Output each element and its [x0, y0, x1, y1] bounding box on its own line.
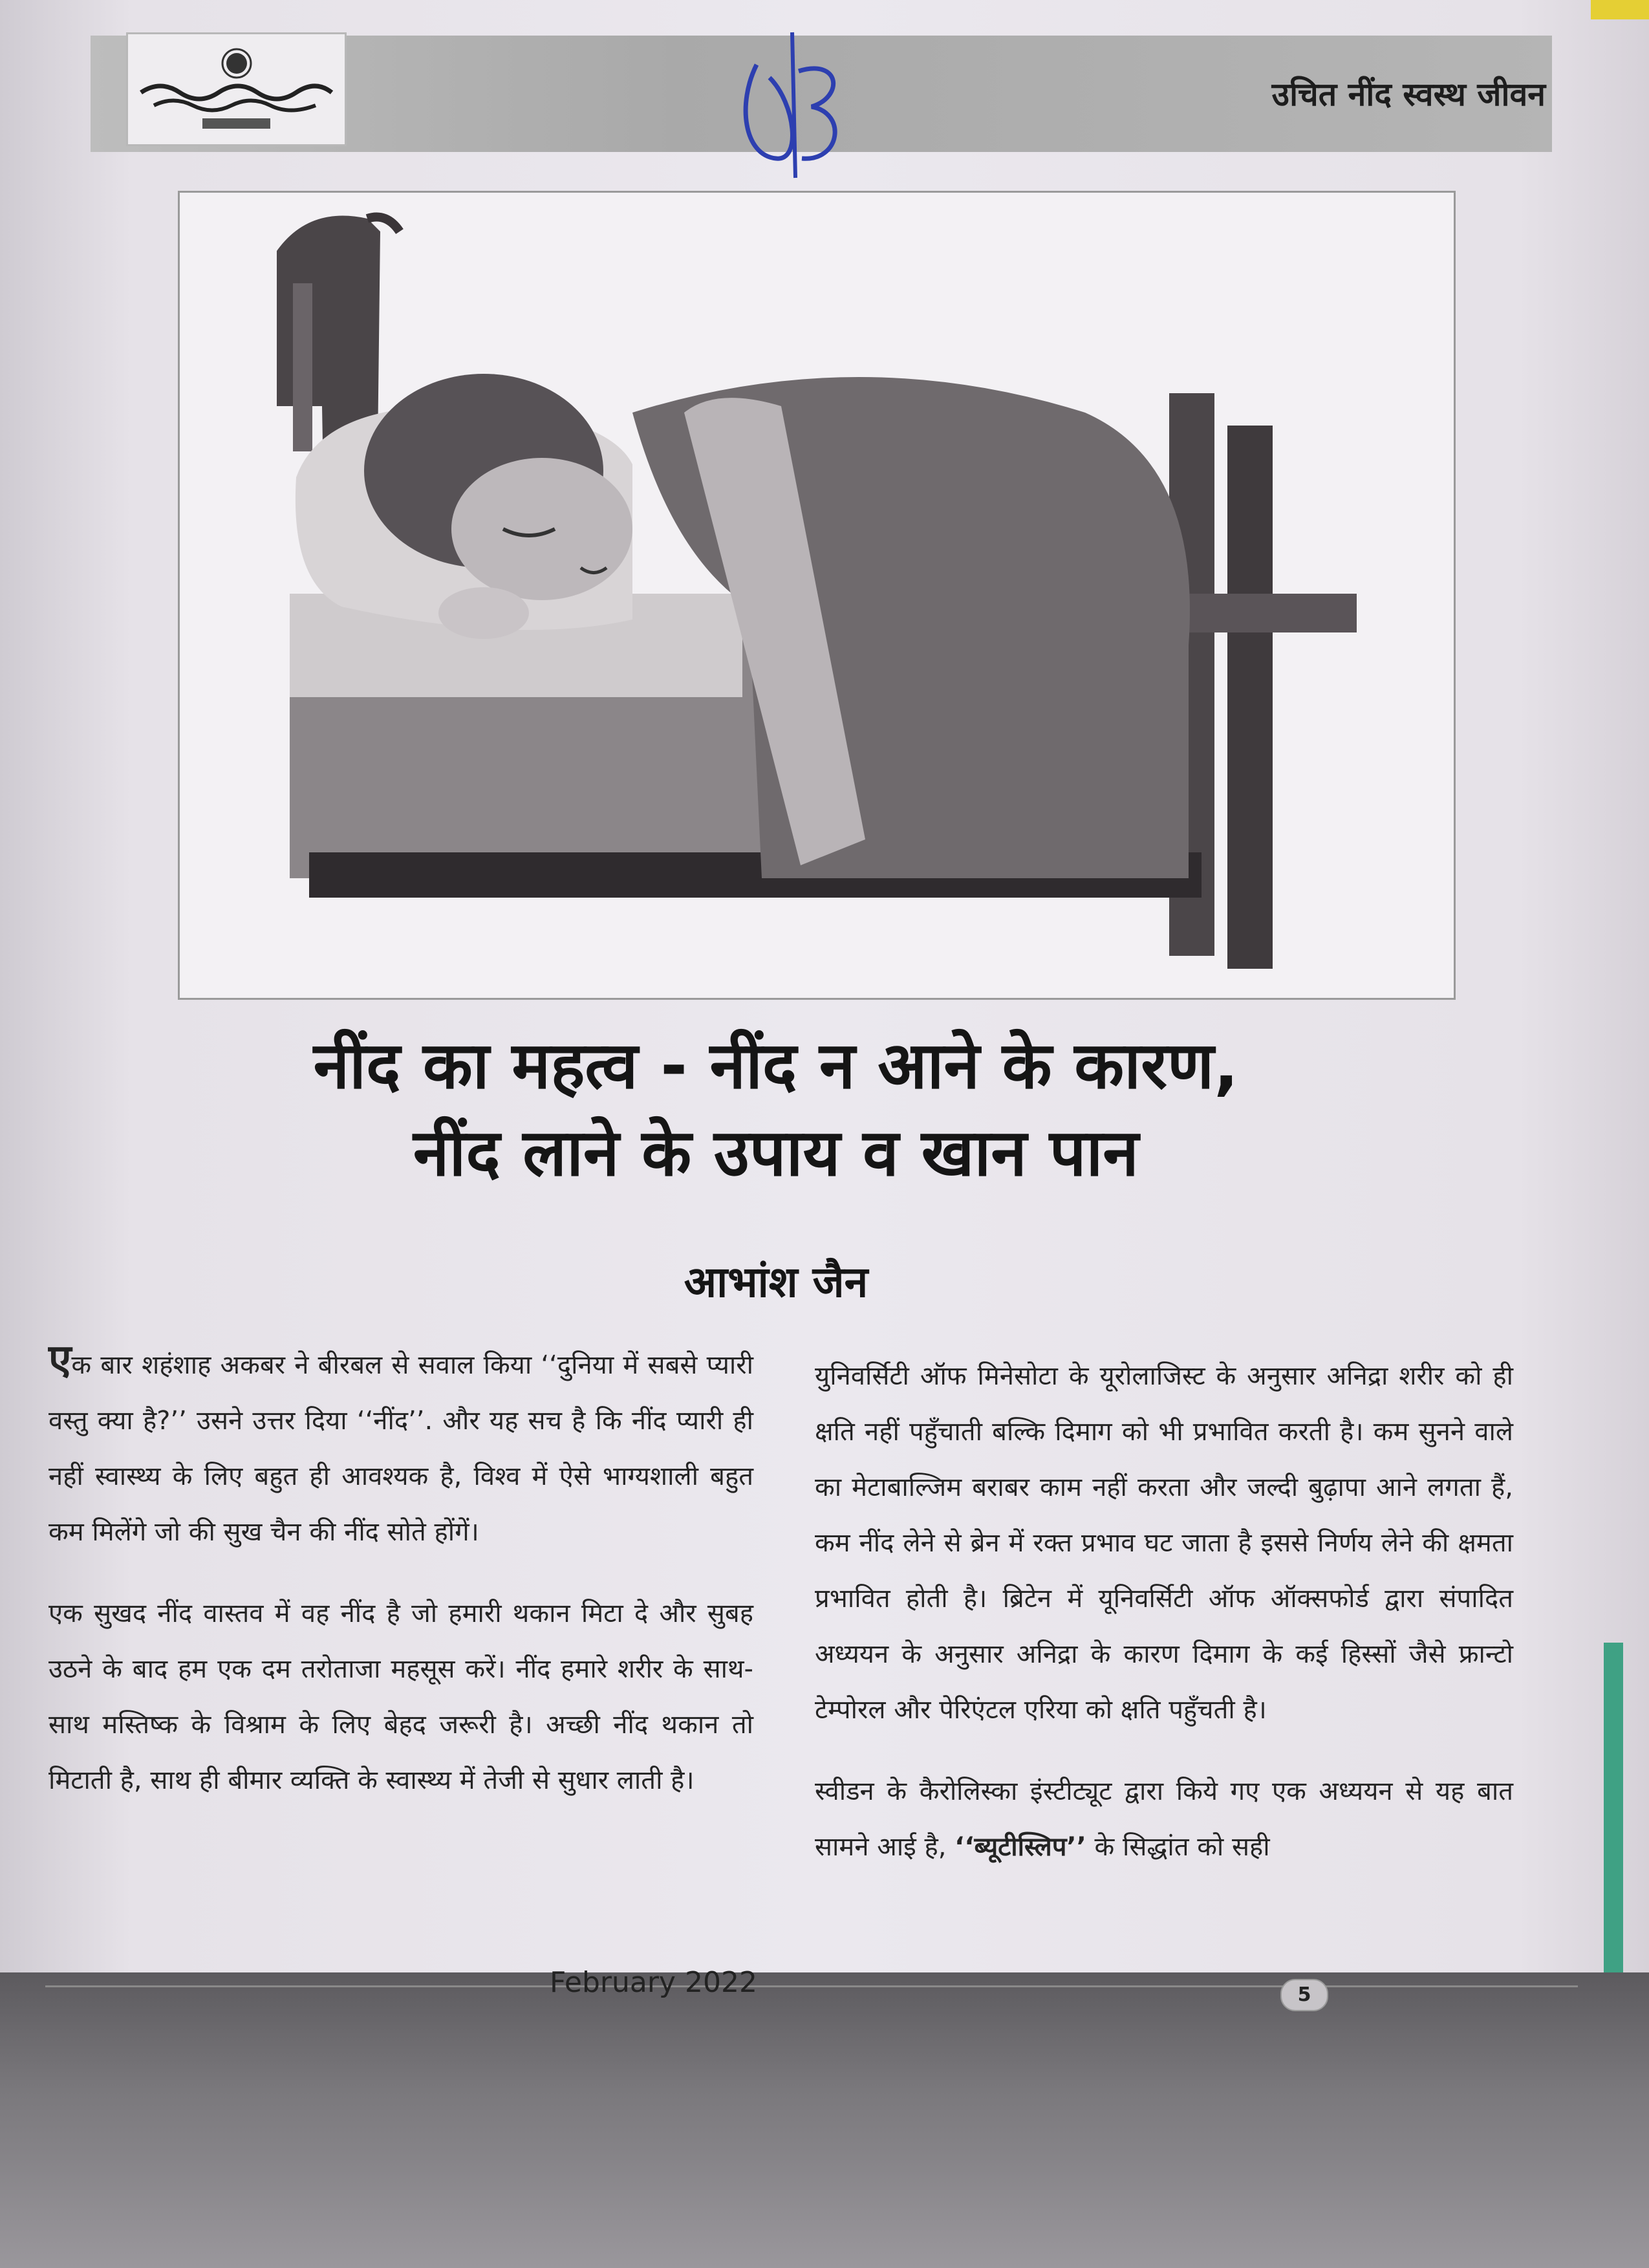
- beauty-sleep-term: ‘‘ब्यूटीस्लिप’’: [954, 1832, 1086, 1862]
- handwritten-page-number: [731, 26, 847, 181]
- left-paragraph-1: [48, 1332, 753, 1560]
- author-name: आभांश जैन: [684, 1257, 868, 1307]
- right-paragraph-2-end: के सिद्धांत को सही: [1094, 1832, 1270, 1862]
- section-title: उचित नींद स्वस्थ जीवन: [1271, 76, 1546, 113]
- magazine-logo: [126, 32, 347, 146]
- left-column: [48, 1332, 753, 1834]
- page-number: 5: [1280, 1979, 1328, 2011]
- left-paragraph-2: एक सुखद नींद वास्तव में वह नींद है जो हमारी थकान मिटा दे और सुबह उठने के बाद हम एक दम तरोताजा महसूस करें। नींद हमारे शरीर के साथ-साथ मस्तिष्क के विश्राम के लिए बेहद जरूरी है। अच्छी नींद थकान तो मिटाती है, साथ ही बीमार व्यक्ति के स्वास्थ्य में तेजी से सुधार लाती है।: [48, 1599, 753, 1795]
- page-edge-strip: [1591, 0, 1649, 19]
- right-paragraph-1: युनिवर्सिटी ऑफ मिनेसोटा के यूरोलाजिस्ट के अनुसार अनिद्रा शरीर को ही क्षति नहीं पहुँचाती बल्कि दिमाग को भी प्रभावित करती है। कम सुनने वाले का मेटाबाल्जिम बराबर काम नहीं करता और जल्दी बुढ़ापा आने लगता हैं, कम नींद लेने से ब्रेन में रक्त प्रभाव घट जाता है इससे निर्णय लेने की क्षमता प्रभावित होती है। ब्रिटेन में यूनिवर्सिटी ऑफ ऑक्सफोर्ड द्वारा संपादित अध्ययन के अनुसार अनिद्रा के कारण दिमाग के कई हिस्सों जैसे फ्रान्टो टेम्पोरल और पेरिएंटल एरिया को क्षति पहुँचती है।: [815, 1361, 1513, 1725]
- page-edge-tab: [1604, 1643, 1623, 1979]
- right-paragraph-2-start: स्वीडन के कैरोलिस्का इंस्टीट्यूट द्वारा किये गए एक अध्ययन से यह बात सामने आई है,: [815, 1777, 1513, 1862]
- headline-line-1: नींद का महत्व - नींद न आने के कारण,: [313, 1028, 1239, 1103]
- scan-shadow: [0, 1972, 1649, 2268]
- footer-date: February 2022: [550, 1966, 757, 1999]
- right-paragraph-2: [815, 1764, 1513, 1875]
- footer-rule: [45, 1985, 1578, 1987]
- headline-line-2: नींद लाने के उपाय व खान पान: [413, 1115, 1139, 1191]
- right-column: [815, 1348, 1513, 1901]
- drop-cap: ए: [48, 1336, 72, 1384]
- article-headline: [129, 1022, 1423, 1196]
- sleeping-person-illustration: [178, 191, 1456, 1000]
- left-paragraph-1-text: क बार शहंशाह अकबर ने बीरबल से सवाल किया ‘‘दुनिया में सबसे प्यारी वस्तु क्या है?’’ उसने उत्तर दिया ‘‘नींद’’. और यह सच है कि नींद प्यारी ही नहीं स्वास्थ्य के लिए बहुत ही आवश्यक है, विश्व में ऐसे भाग्यशाली बहुत कम मिलेंगे जो की सुख चैन की नींद सोते होंगें।: [48, 1350, 753, 1547]
